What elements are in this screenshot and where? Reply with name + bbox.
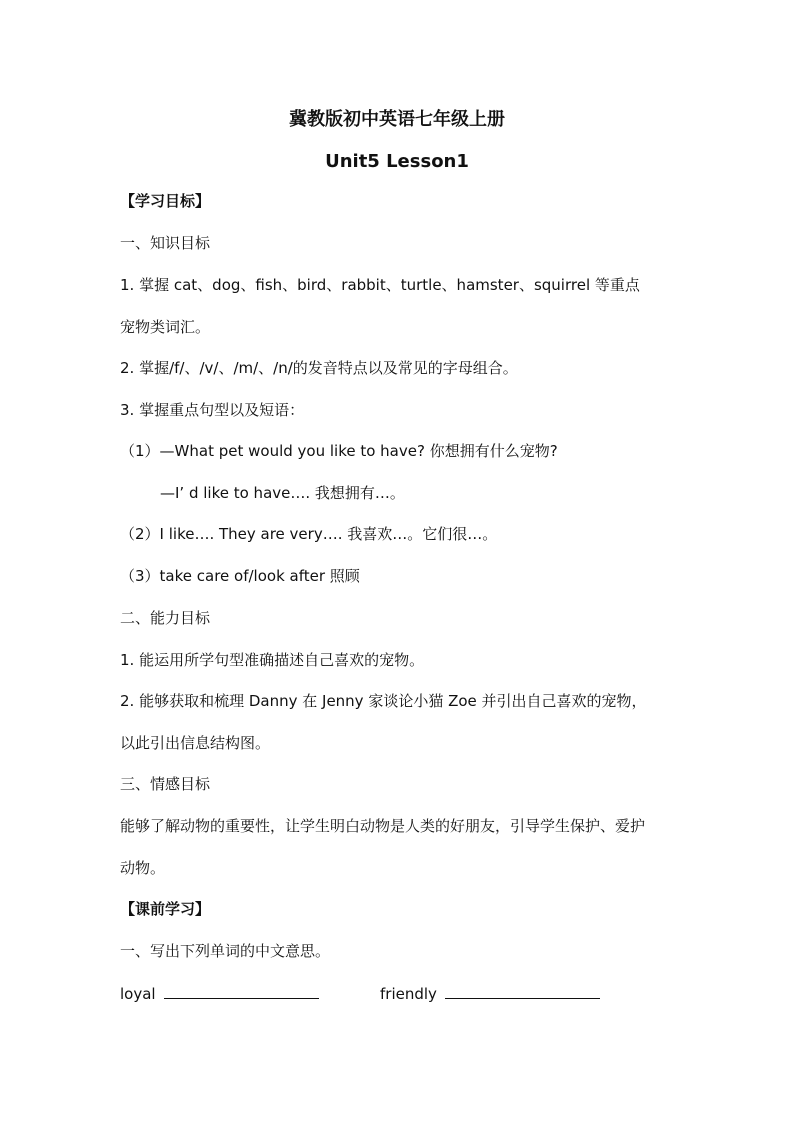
emotion-item-line-2: 动物。 (120, 859, 166, 877)
knowledge-item-1-line-2: 宠物类词汇。 (120, 318, 211, 336)
pattern-2: （2）I like…. They are very…. 我喜欢…。它们很…。 (120, 525, 498, 543)
ability-item-2-line-2: 以此引出信息结构图。 (120, 734, 271, 752)
page-title: 冀教版初中英语七年级上册 (289, 109, 505, 130)
knowledge-item-3: 3. 掌握重点句型以及短语： (120, 401, 305, 419)
section-heading-objectives: 【学习目标】 (120, 192, 211, 210)
ability-item-2-line-1: 2. 能够获取和梳理 Danny 在 Jenny 家谈论小猫 Zoe 并引出自己喜欢的宠物， (120, 692, 647, 710)
word-loyal: loyal (120, 985, 156, 1003)
word-item-loyal (120, 982, 319, 1004)
word-friendly: friendly (380, 985, 437, 1003)
section-heading-prestudy: 【课前学习】 (120, 900, 211, 918)
knowledge-item-2: 2. 掌握/f/、/v/、/m/、/n/的发音特点以及常见的字母组合。 (120, 359, 518, 377)
emotion-heading: 三、情感目标 (120, 775, 211, 793)
emotion-item-line-1: 能够了解动物的重要性，让学生明白动物是人类的好朋友，引导学生保护、爱护 (120, 817, 646, 835)
page-subtitle: Unit5 Lesson1 (325, 151, 469, 172)
answer-blank-loyal[interactable] (164, 982, 319, 999)
ability-item-1: 1. 能运用所学句型准确描述自己喜欢的宠物。 (120, 651, 425, 669)
word-item-friendly (380, 982, 600, 1004)
pattern-3: （3）take care of/look after 照顾 (120, 567, 360, 585)
pattern-1-question: （1）—What pet would you like to have? 你想拥有什么宠物? (120, 442, 558, 460)
pattern-1-answer: —I’ d like to have…. 我想拥有…。 (160, 484, 405, 502)
knowledge-item-1-line-1: 1. 掌握 cat、dog、fish、bird、rabbit、turtle、hamster、squirrel 等重点 (120, 276, 640, 294)
knowledge-heading: 一、知识目标 (120, 234, 211, 252)
answer-blank-friendly[interactable] (445, 982, 600, 999)
task-1-instruction: 一、写出下列单词的中文意思。 (120, 942, 331, 960)
ability-heading: 二、能力目标 (120, 609, 211, 627)
